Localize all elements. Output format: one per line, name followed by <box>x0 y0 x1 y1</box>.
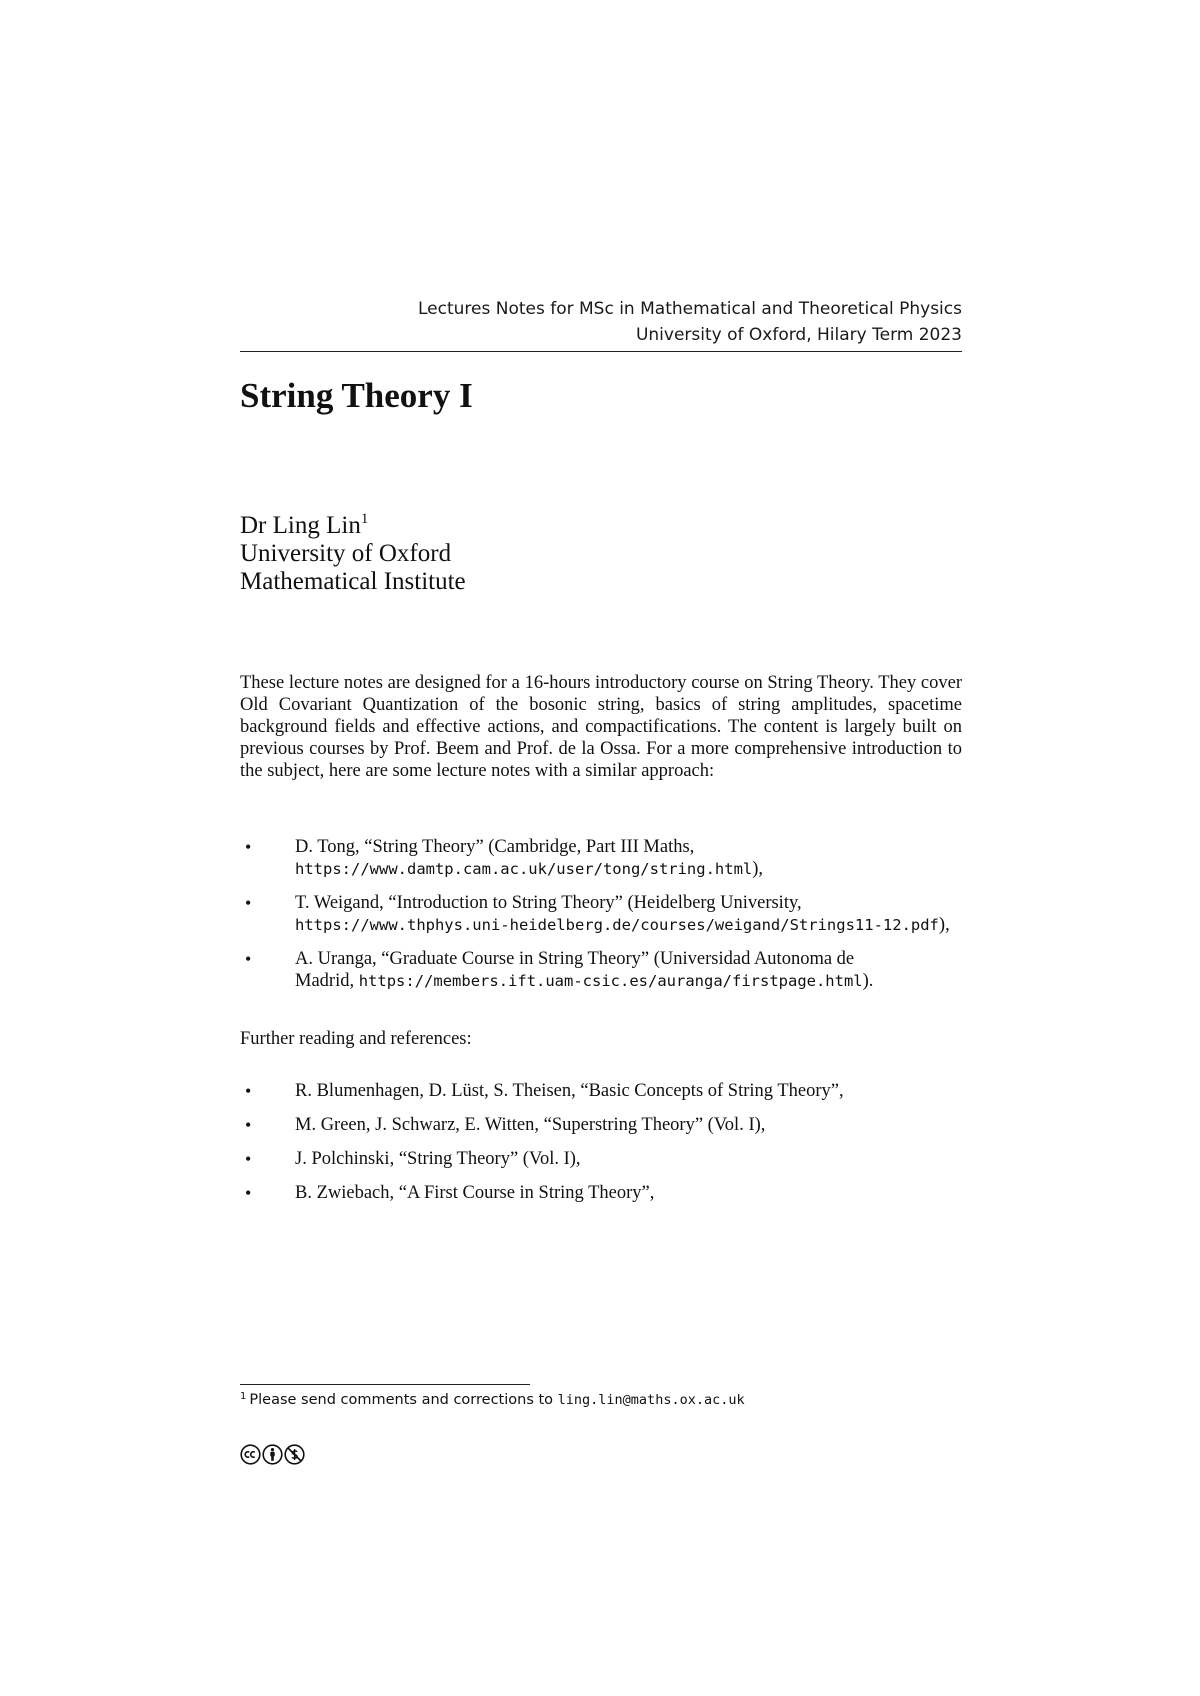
abstract-paragraph: These lecture notes are designed for a 16-hours introductory course on String Theory. They cover Old Covariant Quantization of the bosonic string, basics of string amplitudes, spacetime background fields and effective actions, and compactifications. The content is largely built on previous courses by Prof. Beem and Prof. de la Ossa. For a more comprehensive introduction to the subject, here are some lecture notes with a similar approach: <box>240 673 962 781</box>
references-list <box>240 1080 1000 1216</box>
header-line-course: Lectures Notes for MSc in Mathematical and Theoretical Physics <box>417 299 962 319</box>
list-item <box>240 1114 1000 1136</box>
cc-icon <box>240 1444 261 1465</box>
bullet-icon: • <box>245 1149 252 1169</box>
list-item <box>240 948 1000 992</box>
bullet-icon: • <box>245 949 252 969</box>
reference-url-link[interactable]: https://www.thphys.uni-heidelberg.de/courses/weigand/Strings11-12.pdf <box>295 916 939 934</box>
lecture-notes-list <box>240 836 1000 1004</box>
bullet-icon: • <box>245 1081 252 1101</box>
bullet-icon: • <box>245 837 252 857</box>
reference-url-link[interactable]: https://www.damtp.cam.ac.uk/user/tong/string.html <box>295 860 753 878</box>
reference-url-link[interactable]: https://members.ift.uam-csic.es/auranga/firstpage.html <box>358 972 863 990</box>
nc-icon <box>284 1444 305 1465</box>
bullet-icon: • <box>245 1183 252 1203</box>
by-icon <box>262 1444 283 1465</box>
list-item-prefix: Madrid, <box>295 971 359 991</box>
footnote-text: Please send comments and corrections to <box>249 1392 558 1408</box>
list-item <box>240 1148 1000 1170</box>
reference-text: B. Zwiebach, “A First Course in String Theory”, <box>295 1183 655 1203</box>
footnote-rule <box>240 1384 530 1385</box>
header-rule <box>240 351 962 352</box>
author-block <box>240 512 466 596</box>
author-affiliation-university: University of Oxford <box>240 540 452 567</box>
header-line-term: University of Oxford, Hilary Term 2023 <box>635 325 962 345</box>
list-item <box>240 892 1000 936</box>
reference-text: M. Green, J. Schwarz, E. Witten, “Superstring Theory” (Vol. I), <box>295 1115 766 1135</box>
bullet-icon: • <box>245 1115 252 1135</box>
list-item-link-line <box>295 858 1000 880</box>
list-item-suffix: ), <box>752 859 764 879</box>
author-footnote-mark[interactable]: 1 <box>360 511 369 527</box>
list-item-suffix: ), <box>938 915 950 935</box>
list-item-link-line <box>295 914 1000 936</box>
author-line <box>240 512 466 540</box>
license-badge[interactable] <box>240 1444 305 1465</box>
footnote-mark: 1 <box>240 1391 247 1402</box>
list-item-link-line <box>295 970 1000 992</box>
footnote <box>240 1390 745 1410</box>
list-item <box>240 1182 1000 1204</box>
list-item <box>240 1080 1000 1102</box>
email-link[interactable]: ling.lin@maths.ox.ac.uk <box>557 1392 745 1408</box>
bullet-icon: • <box>245 893 252 913</box>
course-header <box>240 296 962 348</box>
author-affiliation-institute: Mathematical Institute <box>240 568 466 595</box>
list-item <box>240 836 1000 880</box>
list-item-text: D. Tong, “String Theory” (Cambridge, Part III Maths, <box>295 837 695 857</box>
list-item-suffix: ). <box>862 971 874 991</box>
document-title: String Theory I <box>240 376 473 415</box>
author-name: Dr Ling Lin <box>240 512 361 539</box>
list-item-text: T. Weigand, “Introduction to String Theory” (Heidelberg University, <box>295 893 802 913</box>
list-item-text: A. Uranga, “Graduate Course in String Theory” (Universidad Autonoma de <box>295 949 855 969</box>
further-reading-heading: Further reading and references: <box>240 1029 472 1049</box>
reference-text: J. Polchinski, “String Theory” (Vol. I), <box>295 1149 581 1169</box>
reference-text: R. Blumenhagen, D. Lüst, S. Theisen, “Basic Concepts of String Theory”, <box>295 1081 844 1101</box>
